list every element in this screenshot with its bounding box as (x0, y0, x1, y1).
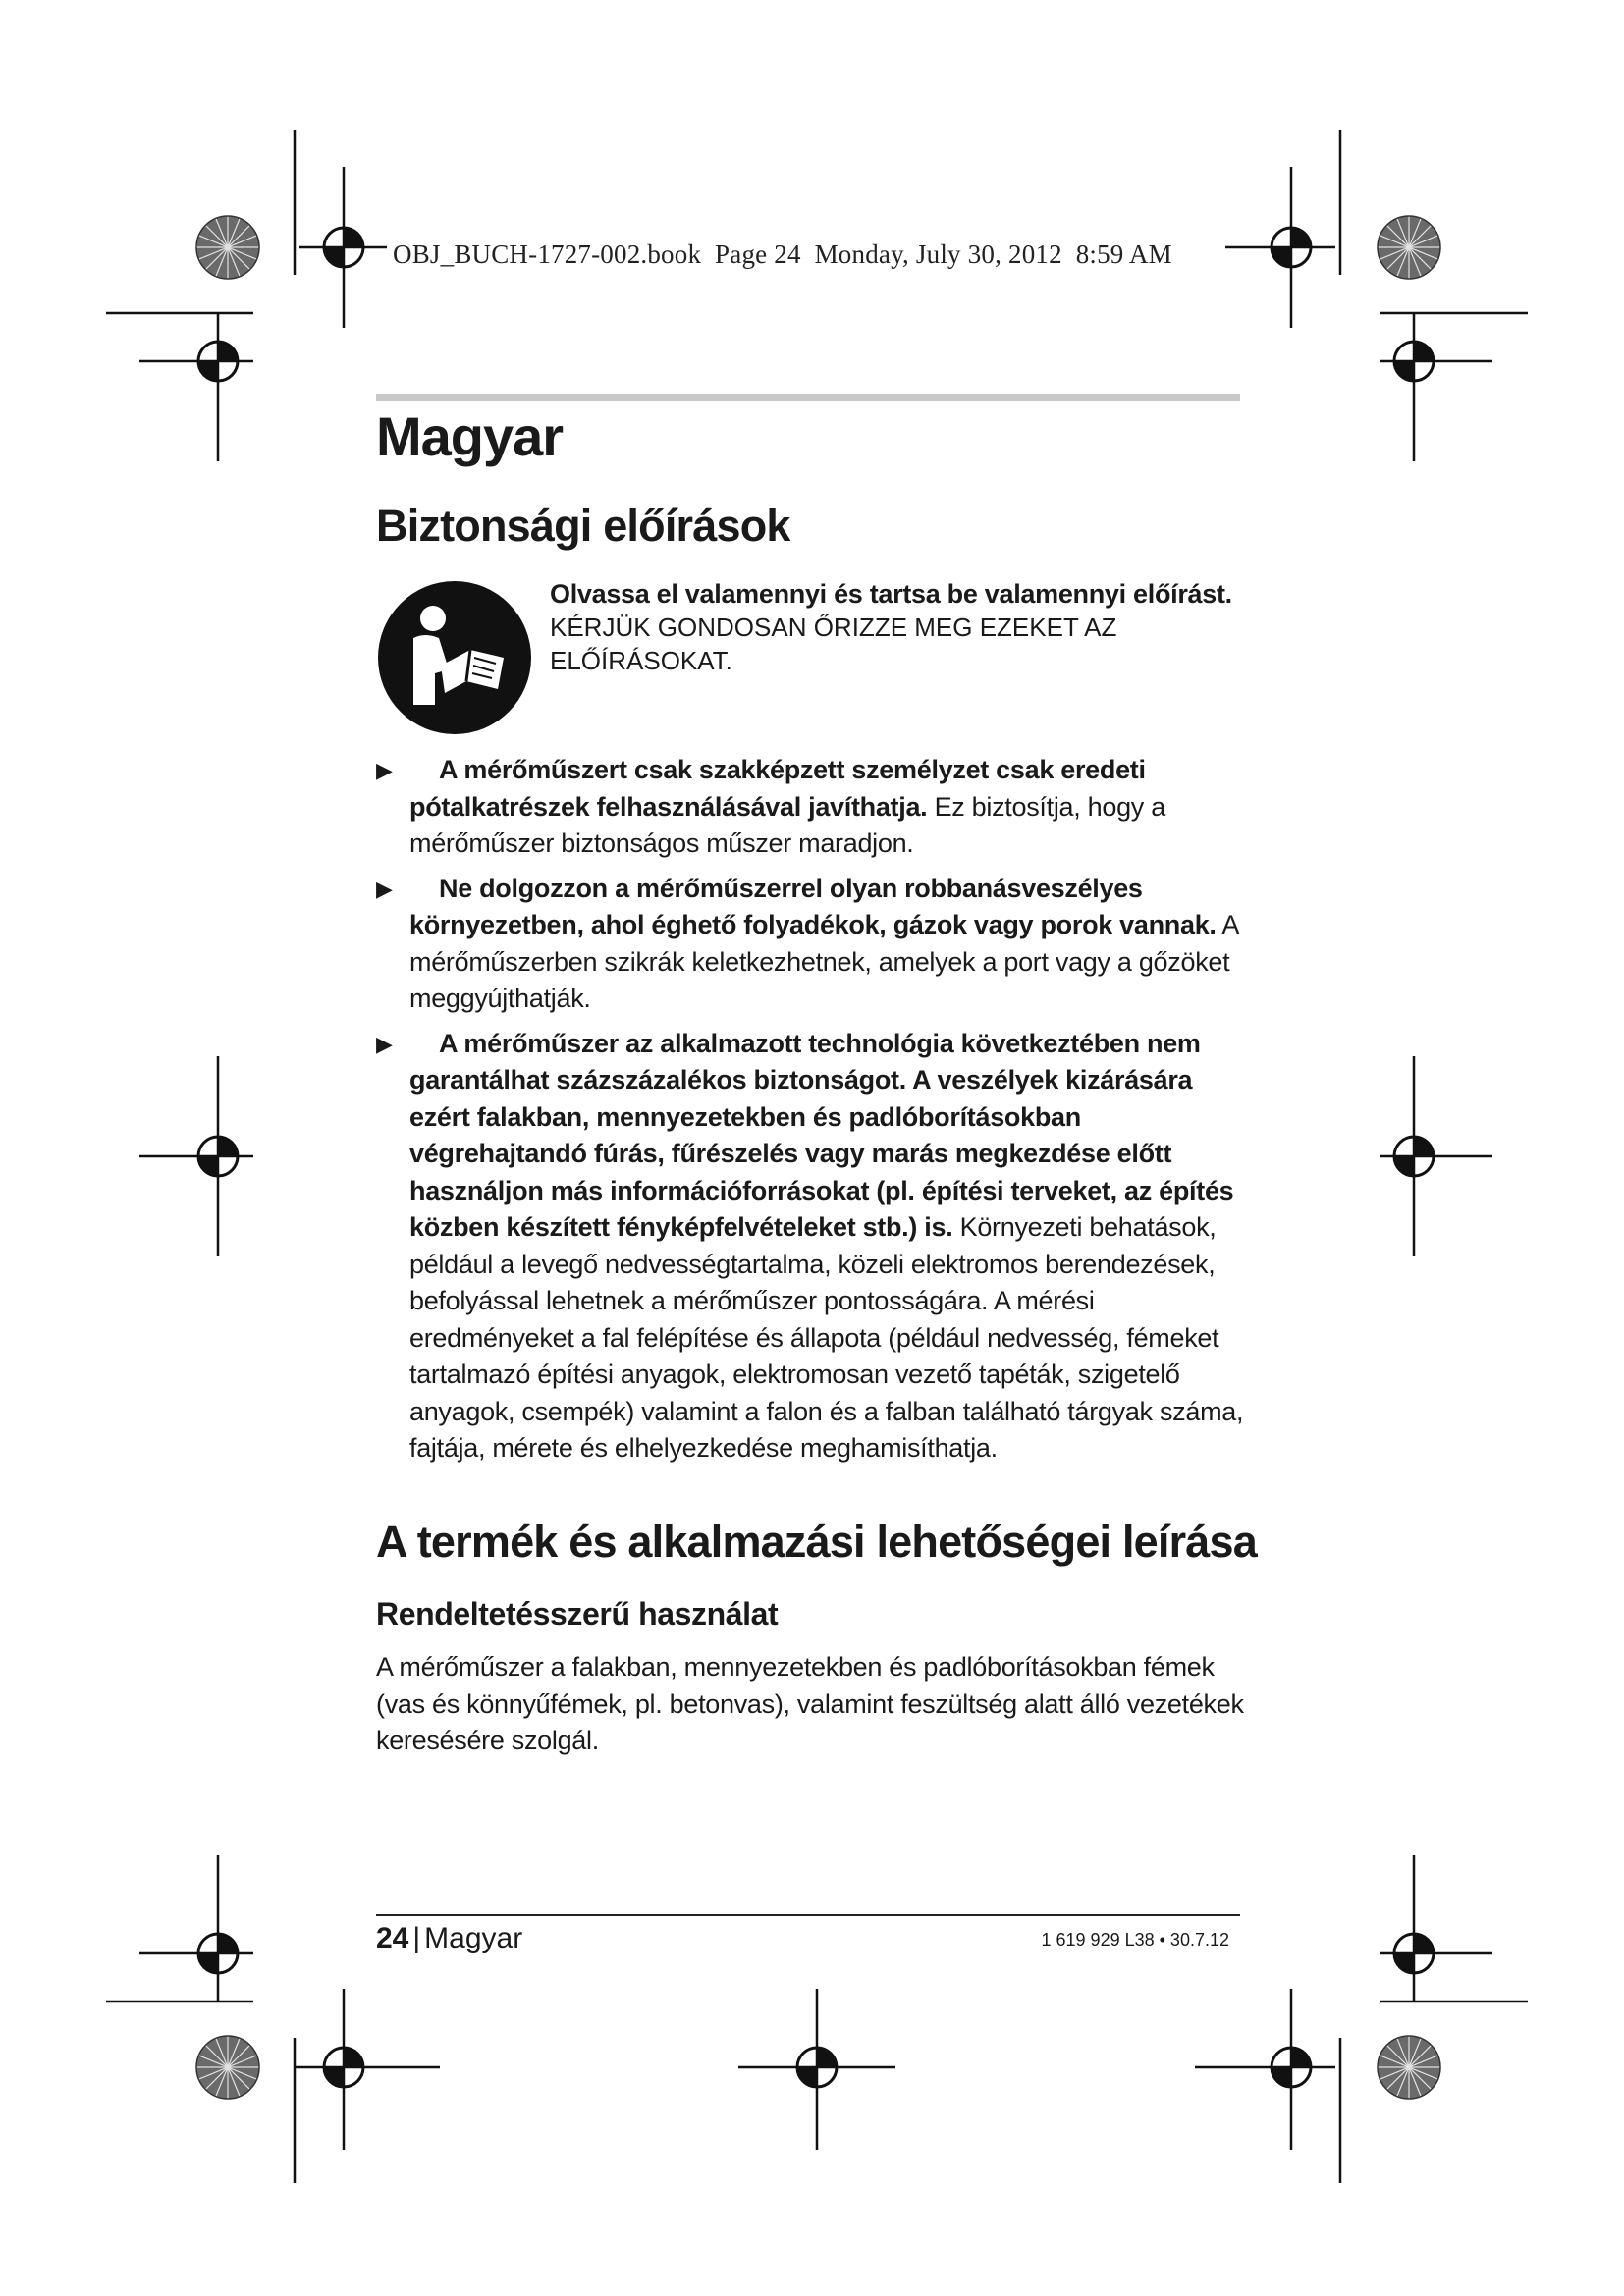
safety-heading: Biztonsági előírások (376, 501, 790, 551)
rule-text: A mérőműszerben szikrák keletkezhetnek, amelyek a port vagy a gőzöket meggyújthatják. (409, 910, 1238, 1013)
intro-bold: Olvassa el valamennyi és tartsa be valamennyi előírást. (550, 579, 1232, 609)
print-header: OBJ_BUCH-1727-002.book Page 24 Monday, July 30, 2012 8:59 AM (393, 240, 1172, 269)
footer-page-label (376, 1922, 522, 1955)
rule-bold: A mérőműszer az alkalmazott technológia következtében nem garantálhat százszázalékos biztonságot. A veszélyek kizárására ezért falakban, mennyezetekben és padlóborításokban végrehajtandó fúrás, fűrészelés vagy marás megkezdése előtt használjon más információforrásokat (pl. építési terveket, az építés közben készített fényképfelvételeket stb.) is. (409, 1028, 1234, 1242)
rule-text: Környezeti behatások, például a levegő nedvességtartalma, közeli elektromos berendezések, befolyással lehetnek a mérőműszer pontosságára. A mérési eredményeket a fal felépítése és állapota (például nedvesség, fémeket tartalmazó építési anyagok, elektromosan vezető tapéták, szigetelő anyagok, csempék) valamint a falon és a falban található tárgyak száma, fajtája, mérete és elhelyezkedése meghamisíthatja. (409, 1212, 1244, 1463)
rule-bold: Ne dolgozzon a mérőműszerrel olyan robbanásveszélyes környezetben, ahol éghető folyadékok, gázok vagy porok vannak. (409, 873, 1217, 939)
color-bar-icon-top-left (196, 216, 259, 279)
rule-text: Ez biztosítja, hogy a mérőműszer biztonságos műszer maradjon. (409, 791, 1165, 858)
doc-code: 1 619 929 L38 • 30.7.12 (1041, 1930, 1229, 1949)
color-bar-icon-bottom-right (1378, 2036, 1440, 2099)
intro-caps: KÉRJÜK GONDOSAN ŐRIZZE MEG EZEKET AZ ELŐÍRÁSOKAT. (550, 613, 1117, 675)
rule-bold: A mérőműszert csak szakképzett személyzet csak eredeti pótalkatrészek felhasználásával javíthatja. (409, 755, 1146, 822)
safety-rules (376, 752, 1250, 1475)
triangle-bullet-icon: ▶ (376, 876, 393, 901)
language-title: Magyar (376, 405, 564, 467)
footer-language: Magyar (424, 1922, 523, 1954)
page-number: 24 (376, 1922, 409, 1954)
safety-rule (376, 1026, 1250, 1468)
intro-block (550, 577, 1257, 677)
top-rule (376, 394, 1240, 401)
color-bar-icon-bottom-left (196, 2036, 259, 2099)
color-bar-icon-top-right (1378, 216, 1440, 279)
footer-rule (376, 1914, 1240, 1916)
intended-use-text: A mérőműszer a falakban, mennyezetekben és padlóborításokban fémek (vas és könnyűfémek, pl. betonvas), valamint feszültség alatt álló vezetékek keresésére szolgál. (376, 1652, 1244, 1755)
triangle-bullet-icon: ▶ (376, 1031, 393, 1056)
safety-rule (376, 871, 1250, 1018)
read-manual-icon (376, 579, 533, 736)
intended-use-heading: Rendeltetésszerű használat (376, 1596, 779, 1631)
footer-separator: | (412, 1922, 421, 1954)
triangle-bullet-icon: ▶ (376, 758, 393, 782)
product-heading: A termék és alkalmazási lehetőségei leírása (376, 1517, 1257, 1567)
safety-rule (376, 752, 1250, 863)
